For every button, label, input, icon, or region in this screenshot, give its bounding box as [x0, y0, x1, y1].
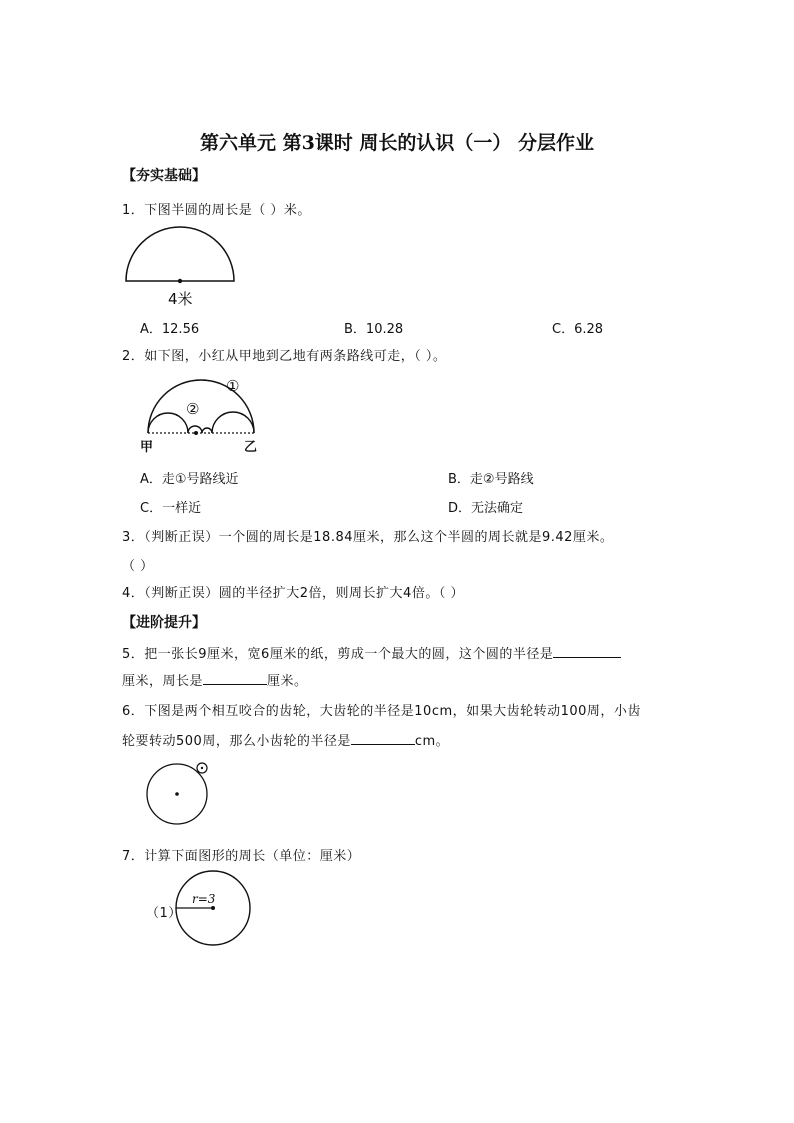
- question-5-text-2b: 厘米。: [267, 674, 308, 689]
- q1-option-a[interactable]: A．12.56: [140, 322, 200, 337]
- q1-option-b[interactable]: B．10.28: [344, 322, 404, 337]
- question-5-text-2a: 厘米，周长是: [122, 674, 204, 689]
- q6-radius-blank[interactable]: [351, 730, 415, 745]
- question-6-text-2b: cm。: [414, 734, 450, 749]
- q5-radius-blank[interactable]: [553, 643, 621, 658]
- question-3: 3．（判断正误）一个圆的周长是18.84厘米，那么这个半圆的周长就是9.42厘米。: [122, 530, 614, 545]
- question-6-text-2a: 轮要转动500周，那么小齿轮的半径是: [122, 734, 351, 749]
- q2-option-b[interactable]: B．走②号路线: [448, 472, 534, 487]
- page-title: 第六单元 第3课时 周长的认识（一） 分层作业: [199, 132, 595, 154]
- end-point-label: 乙: [244, 440, 258, 455]
- q2-option-c[interactable]: C．一样近: [140, 501, 202, 516]
- start-point-label: 甲: [140, 440, 154, 455]
- question-3-answer-paren[interactable]: （ ）: [122, 559, 154, 574]
- section-advanced: 【进阶提升】: [122, 615, 206, 631]
- question-5-line-2: [122, 670, 308, 689]
- question-1: 1．下图半圆的周长是（ ）米。: [122, 203, 311, 218]
- q2-option-a[interactable]: A．走①号路线近: [140, 472, 239, 487]
- circle-figure: [172, 868, 256, 948]
- gears-figure: [140, 760, 220, 830]
- route-2-label: ②: [186, 400, 200, 418]
- q1-option-c[interactable]: C．6.28: [552, 322, 604, 337]
- route-1-label: ①: [226, 377, 240, 395]
- q2-option-d[interactable]: D．无法确定: [448, 501, 524, 516]
- question-4: 4．（判断正误）圆的半径扩大2倍，则周长扩大4倍。（ ）: [122, 586, 464, 601]
- question-6-line-2: [122, 730, 449, 749]
- question-6-line-1: 6．下图是两个相互咬合的齿轮，大齿轮的半径是10cm，如果大齿轮转动100周，小齿: [122, 704, 641, 719]
- question-2: 2．如下图，小红从甲地到乙地有两条路线可走，（ ）。: [122, 349, 447, 364]
- q5-perimeter-blank[interactable]: [203, 670, 267, 685]
- q7-sub-1-label: （1）: [146, 906, 182, 921]
- question-5-line-1: [122, 643, 621, 662]
- question-5-text: 5．把一张长9厘米，宽6厘米的纸，剪成一个最大的圆，这个圆的半径是: [122, 647, 554, 662]
- question-7: 7．计算下面图形的周长（单位：厘米）: [122, 849, 361, 864]
- radius-label: r=3: [192, 892, 216, 906]
- semicircle-diameter-label: 4米: [168, 290, 193, 308]
- section-basic: 【夯实基础】: [122, 168, 206, 184]
